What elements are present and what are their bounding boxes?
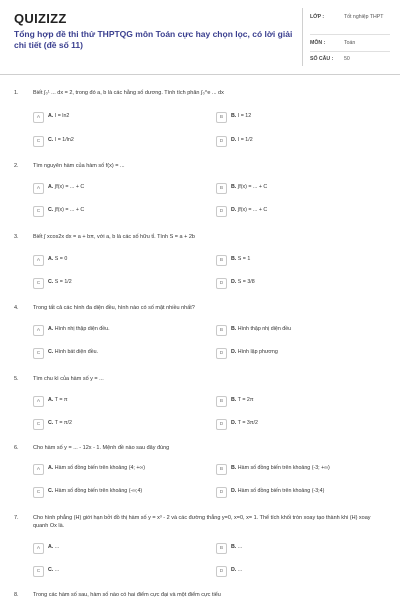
option-text: Hàm số đồng biến trên khoảng (4; +∞) [54, 465, 145, 471]
question-text: Trong tất cả các hình đa diện đều, hình nào có số mặt nhiều nhất? [33, 305, 195, 311]
option-prefix: A. [48, 326, 54, 332]
answer-option-a[interactable] [33, 112, 203, 122]
option-letter-box: B [216, 396, 227, 407]
option-prefix: C. [48, 279, 54, 285]
option-text: I = 12 [237, 113, 252, 119]
option-letter-box: A [33, 543, 44, 554]
answer-option-c[interactable] [33, 136, 203, 146]
question-number: 1. [14, 90, 19, 96]
question-number: 2. [14, 163, 19, 169]
option-letter-box: A [33, 112, 44, 123]
answer-option-a[interactable] [33, 543, 203, 553]
option-letter-box: A [33, 396, 44, 407]
option-text: T = 3π/2 [237, 420, 258, 426]
option-letter-box: D [216, 487, 227, 498]
option-text: I = 1/ln2 [54, 137, 74, 143]
question-text: Tìm chu kì của hàm số y = ... [33, 376, 104, 382]
option-text: ∫f(x) = ... + C [237, 207, 268, 213]
quiz-title: Tổng hợp đề thi thử THPTQG môn Toán cực hay chọn lọc, có lời giải chi tiết (đề số 11) [14, 29, 293, 50]
answer-option-d[interactable] [216, 419, 386, 429]
answer-option-d[interactable] [216, 278, 386, 288]
option-text: ... [54, 567, 60, 573]
option-letter-box: B [216, 183, 227, 194]
option-letter-box: C [33, 136, 44, 147]
question-text: Biết ∫ xcos2x dx = a + bπ, với a, b là các số hữu tỉ. Tính S = a + 2b [33, 234, 195, 240]
option-prefix: B. [231, 184, 237, 190]
question-text: Cho hàm số y = ... - 12x - 1. Mệnh đề nào sau đây đúng [33, 445, 170, 451]
option-prefix: B. [231, 397, 237, 403]
option-letter-box: D [216, 206, 227, 217]
option-text: I = 1/2 [237, 137, 253, 143]
option-text: Hình bát diện đều. [54, 349, 99, 355]
page-header [0, 0, 400, 75]
option-text: Hình thập nhị diện đều [237, 326, 292, 332]
option-prefix: D. [231, 279, 237, 285]
option-letter-box: C [33, 487, 44, 498]
meta-label-class: LỚP : [310, 14, 325, 20]
option-text: T = π [54, 397, 68, 403]
option-prefix: B. [231, 326, 237, 332]
option-prefix: D. [231, 567, 237, 573]
answer-option-b[interactable] [216, 255, 386, 265]
option-text: Hình nhị thập diện đều. [54, 326, 110, 332]
option-text: ∫f(x) = ... + C [54, 207, 85, 213]
option-text: ... [237, 544, 243, 550]
answer-option-c[interactable] [33, 348, 203, 358]
answer-option-b[interactable] [216, 396, 386, 406]
quizizz-logo: QUIZIZZ [14, 11, 67, 26]
question-text: Tìm nguyên hàm của hàm số f(x) = ... [33, 163, 125, 169]
option-prefix: A. [48, 184, 54, 190]
answer-option-b[interactable] [216, 112, 386, 122]
option-text: Hàm số đồng biến trên khoảng (-∞;4) [54, 488, 143, 494]
option-letter-box: D [216, 566, 227, 577]
option-prefix: A. [48, 465, 54, 471]
option-prefix: A. [48, 256, 54, 262]
option-prefix: D. [231, 207, 237, 213]
option-prefix: C. [48, 567, 54, 573]
question-text: Cho hình phẳng (H) giới hạn bởi đồ thị hàm số y = x³ - 2 và các đường thẳng y=0, x=0, x= 1. Thể tích khối tròn xoay tạo thành khi (H) xoay quanh Ox là. [33, 515, 371, 529]
option-letter-box: A [33, 183, 44, 194]
answer-option-a[interactable] [33, 396, 203, 406]
question-number: 3. [14, 234, 19, 240]
option-text: Hàm số đồng biến trên khoảng (-3;4) [237, 488, 325, 494]
option-letter-box: B [216, 255, 227, 266]
option-text: S = 0 [54, 256, 68, 262]
option-letter-box: D [216, 419, 227, 430]
option-text: T = 2π [237, 397, 254, 403]
question-number: 7. [14, 515, 19, 521]
option-prefix: C. [48, 207, 54, 213]
option-prefix: D. [231, 488, 237, 494]
question-text: Trong các hàm số sau, hàm số nào có hai điểm cực đại và một điểm cực tiểu [33, 592, 221, 598]
question-number: 5. [14, 376, 19, 382]
option-letter-box: D [216, 278, 227, 289]
option-letter-box: B [216, 112, 227, 123]
option-text: ∫f(x) = ... + C [54, 184, 85, 190]
answer-option-a[interactable] [33, 183, 203, 193]
answer-option-c[interactable] [33, 206, 203, 216]
option-prefix: D. [231, 420, 237, 426]
option-letter-box: B [216, 543, 227, 554]
option-prefix: C. [48, 137, 54, 143]
answer-option-a[interactable] [33, 325, 203, 335]
option-letter-box: D [216, 348, 227, 359]
option-prefix: B. [231, 113, 237, 119]
option-text: S = 1/2 [54, 279, 72, 285]
answer-option-b[interactable] [216, 464, 386, 474]
option-prefix: B. [231, 465, 237, 471]
question-number: 8. [14, 592, 19, 598]
answer-option-b[interactable] [216, 543, 386, 553]
option-letter-box: B [216, 464, 227, 475]
answer-option-b[interactable] [216, 325, 386, 335]
option-letter-box: C [33, 566, 44, 577]
option-text: ... [237, 567, 243, 573]
question-text: Biết ∫₀¹ ... dx = 2, trong đó a, b là các hằng số dương. Tính tích phân ∫₀^e ... dx [33, 90, 224, 96]
option-prefix: A. [48, 397, 54, 403]
option-prefix: D. [231, 137, 237, 143]
answer-option-d[interactable] [216, 348, 386, 358]
option-text: ... [54, 544, 60, 550]
header-divider [302, 8, 303, 66]
option-letter-box: A [33, 464, 44, 475]
option-text: ∫f(x) = ... + C [237, 184, 268, 190]
option-letter-box: C [33, 419, 44, 430]
meta-value-subject: Toán [344, 40, 356, 46]
option-letter-box: C [33, 206, 44, 217]
answer-option-d[interactable] [216, 566, 386, 576]
option-prefix: A. [48, 544, 54, 550]
option-letter-box: B [216, 325, 227, 336]
answer-option-c[interactable] [33, 278, 203, 288]
option-prefix: B. [231, 256, 237, 262]
answer-option-b[interactable] [216, 183, 386, 193]
option-text: I = ln2 [54, 113, 70, 119]
option-prefix: A. [48, 113, 54, 119]
answer-option-d[interactable] [216, 487, 386, 497]
meta-label-subject: MÔN : [310, 40, 326, 46]
answer-option-a[interactable] [33, 255, 203, 265]
option-text: T = π/2 [54, 420, 72, 426]
option-text: Hàm số đồng biến trên khoảng (-3; +∞) [237, 465, 330, 471]
option-prefix: C. [48, 420, 54, 426]
meta-divider-1 [310, 34, 390, 35]
question-number: 6. [14, 445, 19, 451]
option-letter-box: C [33, 278, 44, 289]
option-prefix: C. [48, 488, 54, 494]
meta-value-class: Tốt nghiệp THPT [344, 14, 384, 20]
option-text: S = 1 [237, 256, 251, 262]
answer-option-d[interactable] [216, 136, 386, 146]
option-prefix: C. [48, 349, 54, 355]
option-text: Hình lập phương [237, 349, 278, 355]
option-prefix: D. [231, 349, 237, 355]
answer-option-c[interactable] [33, 487, 203, 497]
meta-value-count: 50 [344, 56, 350, 62]
answer-option-c[interactable] [33, 419, 203, 429]
option-letter-box: A [33, 325, 44, 336]
answer-option-a[interactable] [33, 464, 203, 474]
option-text: S = 3/8 [237, 279, 255, 285]
option-letter-box: C [33, 348, 44, 359]
answer-option-d[interactable] [216, 206, 386, 216]
meta-label-count: SỐ CÂU : [310, 56, 334, 62]
option-letter-box: A [33, 255, 44, 266]
question-number: 4. [14, 305, 19, 311]
meta-divider-2 [310, 51, 390, 52]
option-letter-box: D [216, 136, 227, 147]
option-prefix: B. [231, 544, 237, 550]
answer-option-c[interactable] [33, 566, 203, 576]
